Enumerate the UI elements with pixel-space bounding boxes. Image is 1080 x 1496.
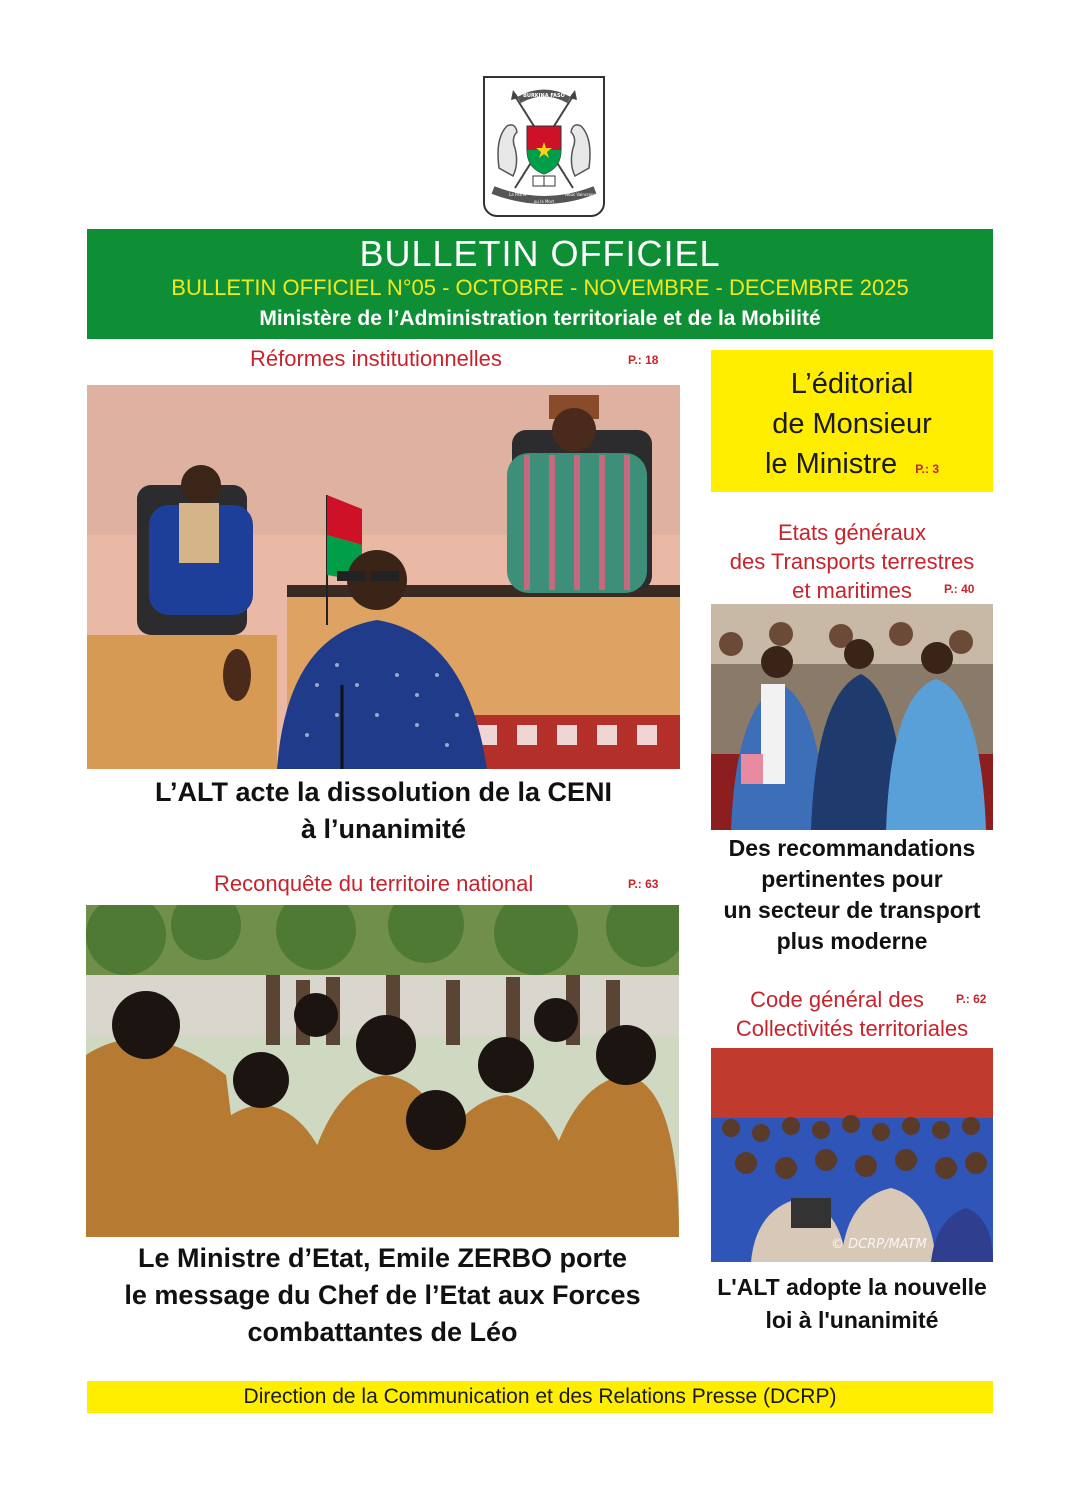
headline-transports[interactable]: Des recommandations pertinentes pour un secteur de transport plus moderne [723,835,981,954]
editorial-line-1: L’éditorial [790,368,914,400]
footer-credit: Direction de la Communication et des Relations Presse (DCRP) [87,1381,993,1413]
editorial-line-2: de Monsieur [772,408,932,440]
headline-reformes[interactable]: L’ALT acte la dissolution de la CENI à l’unanimité [154,777,613,844]
headline-reconquete[interactable]: Le Ministre d’Etat, Emile ZERBO porte le message du Chef de l’Etat aux Forces combattantes de Léo [124,1243,641,1347]
editorial-box[interactable] [711,350,993,492]
kicker-code: Code général des Collectivités territoriales [735,987,969,1041]
page-ref-reconquete: P.: 63 [628,877,659,891]
svg-text:La Patrie: La Patrie [509,192,527,197]
coat-of-arms-icon [485,78,603,215]
kicker-reformes: Réformes institutionnelles [250,346,502,371]
photo-watermark: © DCRP/MATM [831,1237,927,1252]
svg-text:Nous Vaincrons: Nous Vaincrons [565,192,596,197]
headline-code[interactable]: L'ALT adopte la nouvelle loi à l'unanimité [717,1274,987,1333]
photo-soldiers-leo[interactable] [86,905,679,1237]
photo-transport-forum[interactable] [711,604,993,830]
kicker-reconquete: Reconquête du territoire national [214,871,534,896]
photo-assembly-session[interactable] [87,385,680,769]
coat-of-arms-emblem [483,76,605,217]
editorial-line-3: le Ministre P.: 3 [764,448,939,480]
ministry-name: Ministère de l’Administration territoriale et de la Mobilité [259,307,821,330]
bulletin-title: BULLETIN OFFICIEL [359,233,721,274]
page-ref-reformes: P.: 18 [628,353,659,367]
page-ref-editorial: P.: 3 [915,462,939,476]
svg-text:BURKINA FASO: BURKINA FASO [523,93,565,99]
svg-text:ou la Mort: ou la Mort [533,199,555,204]
kicker-transports: Etats généraux des Transports terrestres et maritimes [729,520,975,603]
page-ref-code: P.: 62 [956,992,987,1006]
page-ref-transports: P.: 40 [944,582,975,596]
photo-vote-assembly[interactable] [711,1048,993,1262]
header-banner [87,229,993,339]
bulletin-issue: BULLETIN OFFICIEL N°05 - OCTOBRE - NOVEMBRE - DECEMBRE 2025 [171,275,909,300]
